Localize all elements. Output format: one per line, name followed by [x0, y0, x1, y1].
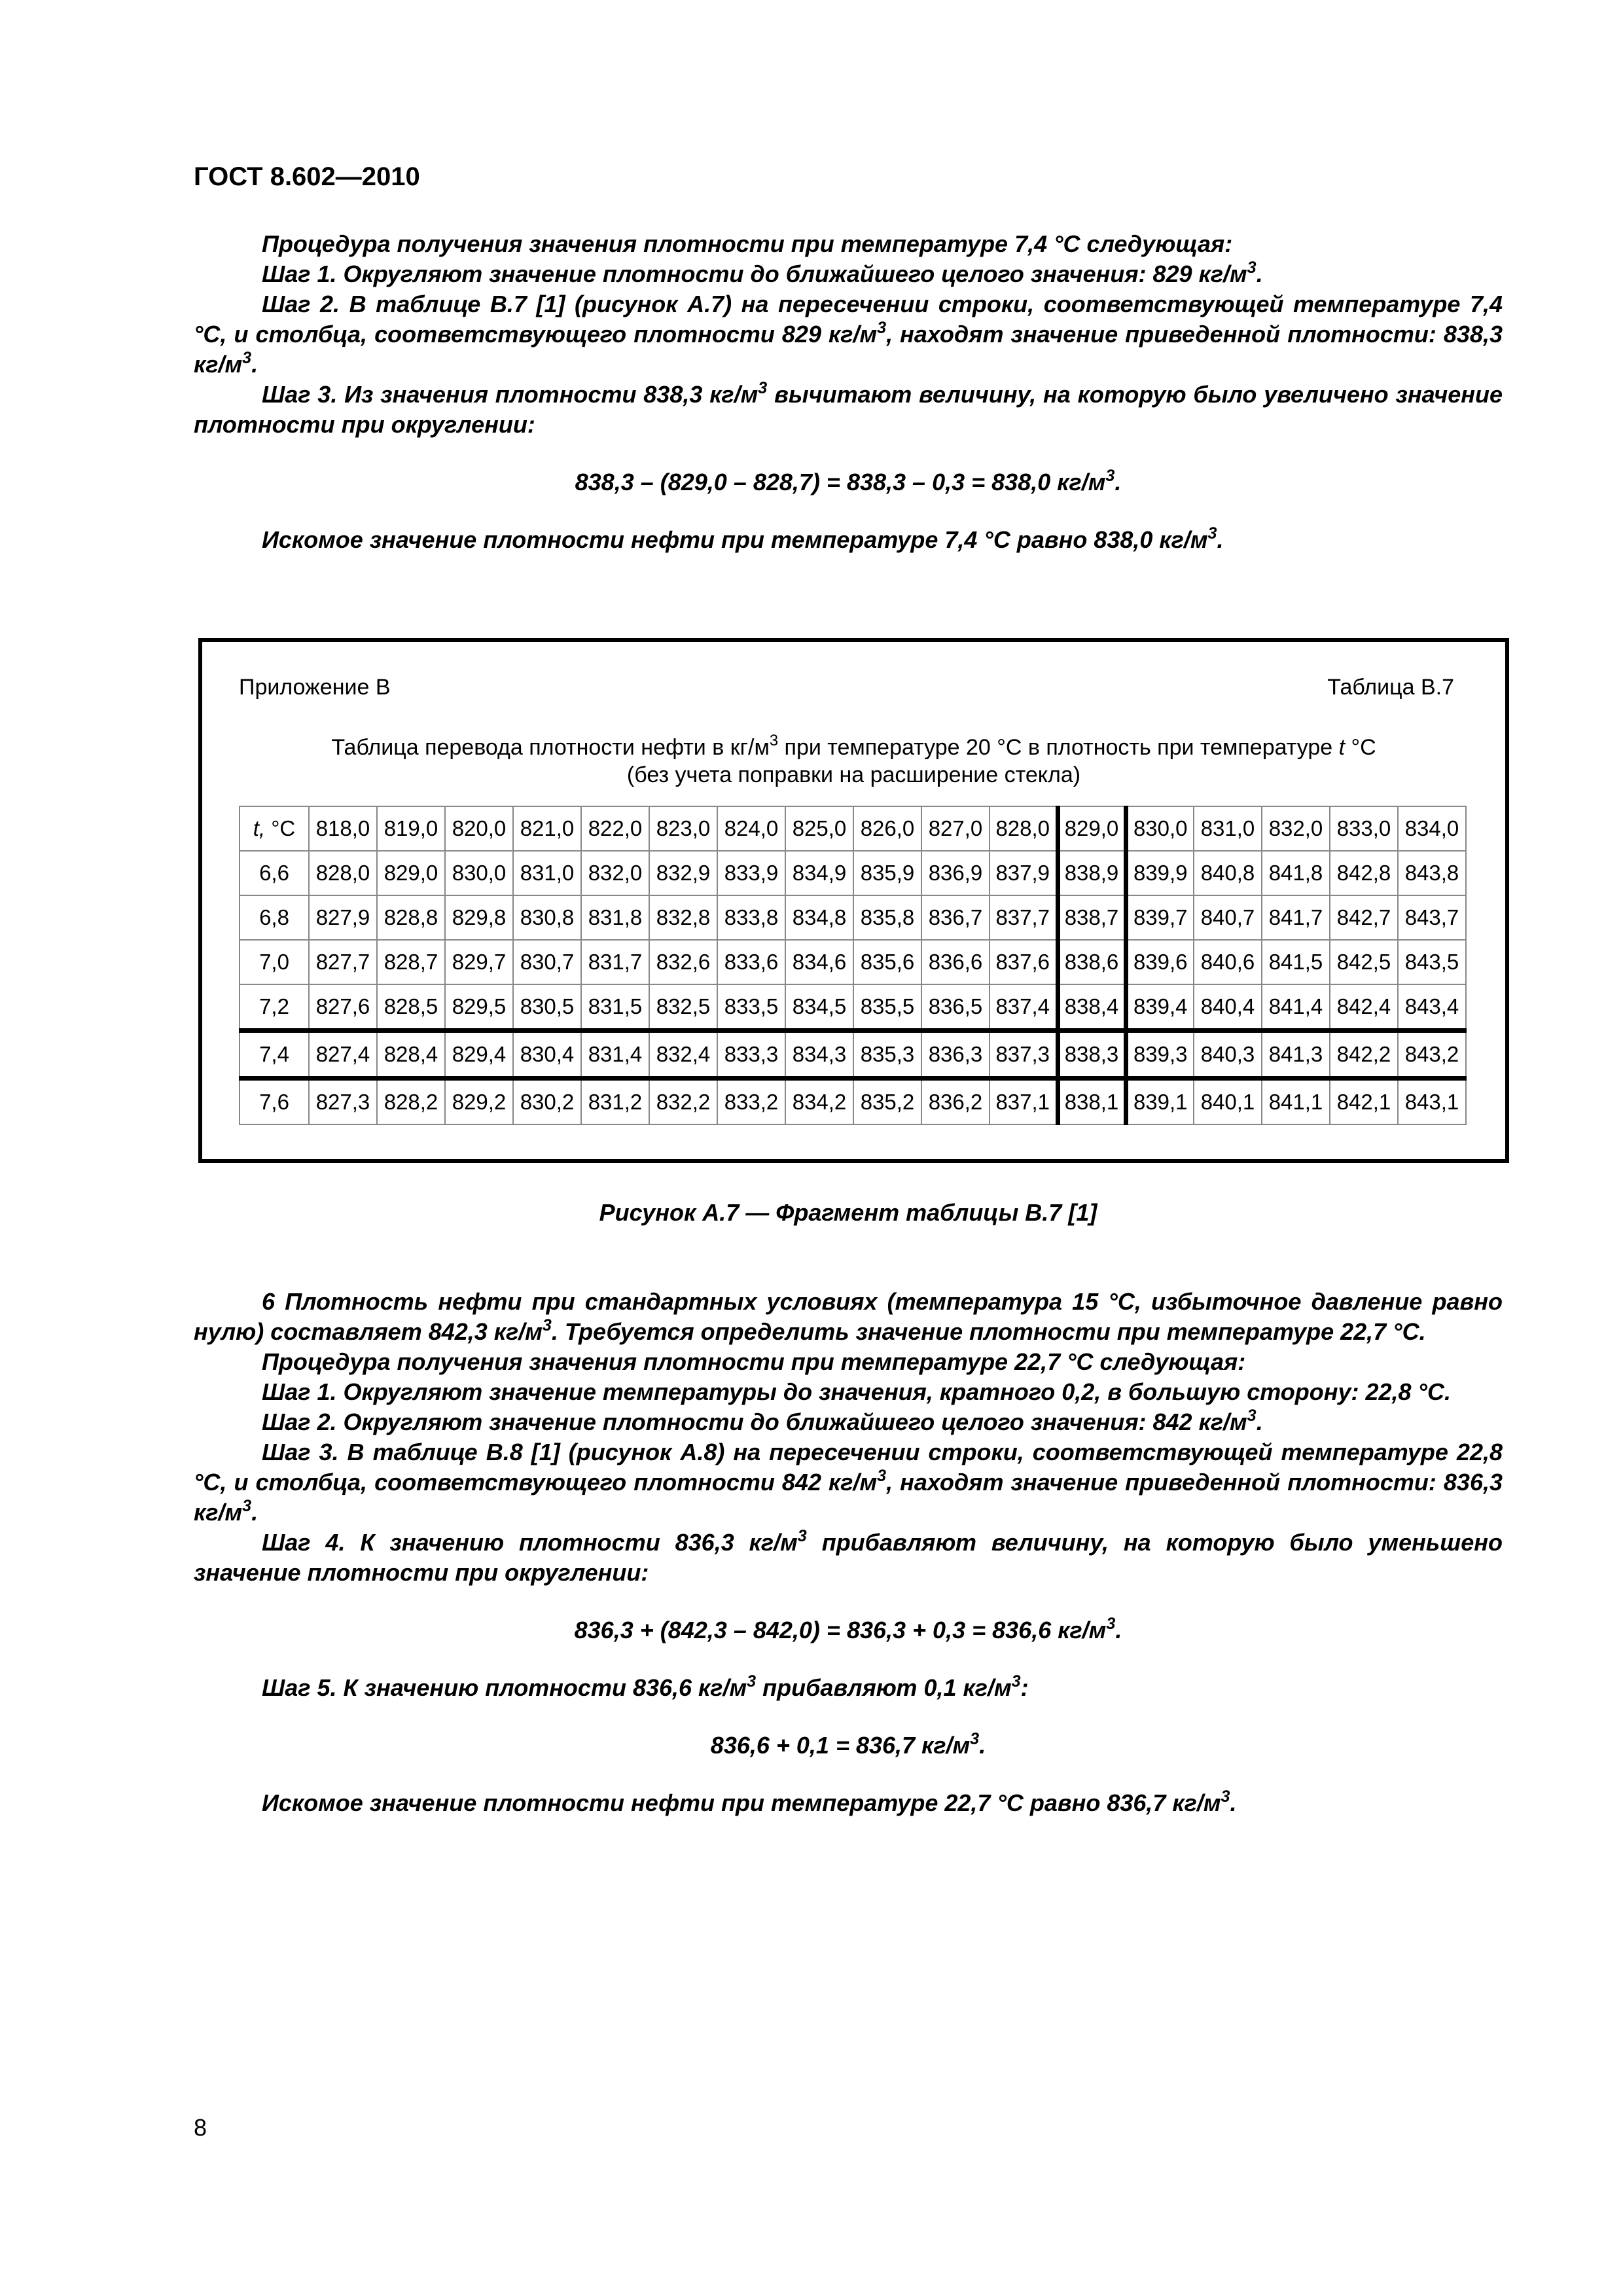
step-1: Шаг 1. Округляют значение плотности до ближайшего целого значения: 829 $кг/м^3$.	[262, 258, 1263, 287]
table-cell: 829,0	[377, 851, 445, 895]
table-cell: 839,1	[1126, 1079, 1194, 1125]
table-cell: 834,5	[785, 984, 853, 1031]
header-cell-density: 820,0	[445, 806, 513, 851]
table-cell: 830,2	[513, 1079, 581, 1125]
table-cell: 837,9	[990, 851, 1058, 895]
header-cell-density: 827,0	[921, 806, 990, 851]
table-cell: 832,9	[649, 851, 717, 895]
formula-1: 838,3 – (829,0 – 828,7) = 838,3 – 0,3 = 838,0 $кг/м^3$.	[575, 466, 1122, 495]
table-cell: 843,8	[1398, 851, 1466, 895]
procedure-section-1	[194, 229, 1503, 555]
header-cell-density: 829,0	[1058, 806, 1126, 851]
table-cell: 839,4	[1126, 984, 1194, 1031]
table-cell: 843,7	[1398, 895, 1466, 940]
table-cell: 832,5	[649, 984, 717, 1031]
row-temperature-cell: 7,2	[240, 984, 309, 1031]
figure-caption: Рисунок А.7 — Фрагмент таблицы В.7 [1]	[599, 1199, 1097, 1226]
result-2: Искомое значение плотности нефти при температуре 22,7 °С равно 836,7 $кг/м^3$.	[262, 1787, 1237, 1816]
table-cell: 828,4	[377, 1031, 445, 1079]
table-cell: 834,2	[785, 1079, 853, 1125]
table-cell: 837,7	[990, 895, 1058, 940]
table-cell: 842,7	[1330, 895, 1398, 940]
table-cell: 829,5	[445, 984, 513, 1031]
table-cell: 838,1	[1058, 1079, 1126, 1125]
table-cell: 837,3	[990, 1031, 1058, 1079]
table-cell: 840,7	[1194, 895, 1262, 940]
header-cell-density: 832,0	[1262, 806, 1330, 851]
table-cell: 828,8	[377, 895, 445, 940]
table-cell: 831,8	[581, 895, 649, 940]
header-cell-temperature: t, °С	[240, 806, 309, 851]
header-cell-density: 834,0	[1398, 806, 1466, 851]
table-cell: 832,4	[649, 1031, 717, 1079]
table-cell: 843,5	[1398, 940, 1466, 984]
table-label: Таблица В.7	[1327, 675, 1454, 700]
table-cell: 841,4	[1262, 984, 1330, 1031]
table-cell: 842,4	[1330, 984, 1398, 1031]
table-cell: 832,0	[581, 851, 649, 895]
table-cell: 837,6	[990, 940, 1058, 984]
page-number: 8	[194, 2114, 207, 2141]
table-cell: 840,1	[1194, 1079, 1262, 1125]
table-cell: 827,6	[309, 984, 377, 1031]
table-row	[240, 851, 1466, 895]
header-cell-density: 830,0	[1126, 806, 1194, 851]
table-cell: 831,5	[581, 984, 649, 1031]
table-cell: 838,7	[1058, 895, 1126, 940]
table-row	[240, 1079, 1466, 1125]
header-cell-density: 828,0	[990, 806, 1058, 851]
table-title: Таблица перевода плотности нефти в $кг/м^3$ при температуре 20 °С в плотность при температуре t °С (без учета поправки на расширение стекла)	[331, 732, 1376, 787]
table-cell: 831,0	[513, 851, 581, 895]
table-cell: 843,1	[1398, 1079, 1466, 1125]
table-cell: 833,3	[717, 1031, 785, 1079]
table-cell: 831,4	[581, 1031, 649, 1079]
document-header: ГОСТ 8.602—2010	[194, 162, 420, 191]
table-cell: 831,2	[581, 1079, 649, 1125]
table-cell: 836,9	[921, 851, 990, 895]
table-cell: 841,1	[1262, 1079, 1330, 1125]
table-cell: 835,3	[853, 1031, 921, 1079]
item-6: 6 Плотность нефти при стандартных условиях (температура 15 °С, избыточное давление равно нулю) составляет 842,3 $кг/м^3$. Требуется определить значение плотности при температуре 22,7 °С.	[194, 1288, 1503, 1345]
figure-table-fragment	[198, 638, 1509, 1163]
table-cell: 827,4	[309, 1031, 377, 1079]
table-cell: 830,7	[513, 940, 581, 984]
table-row	[240, 1031, 1466, 1079]
table-cell: 838,6	[1058, 940, 1126, 984]
table-cell: 838,3	[1058, 1031, 1126, 1079]
table-cell: 839,3	[1126, 1031, 1194, 1079]
procedure-intro: Процедура получения значения плотности при температуре 7,4 °С следующая:	[262, 230, 1233, 257]
table-cell: 835,9	[853, 851, 921, 895]
table-cell: 841,7	[1262, 895, 1330, 940]
header-cell-density: 818,0	[309, 806, 377, 851]
formula-3: 836,6 + 0,1 = 836,7 $кг/м^3$.	[710, 1729, 986, 1759]
table-cell: 827,9	[309, 895, 377, 940]
table-cell: 843,4	[1398, 984, 1466, 1031]
header-cell-density: 826,0	[853, 806, 921, 851]
table-cell: 830,5	[513, 984, 581, 1031]
table-cell: 828,7	[377, 940, 445, 984]
table-cell: 829,4	[445, 1031, 513, 1079]
table-cell: 835,6	[853, 940, 921, 984]
table-cell: 833,8	[717, 895, 785, 940]
table-cell: 842,2	[1330, 1031, 1398, 1079]
step-1-b: Шаг 1. Округляют значение температуры до значения, кратного 0,2, в большую сторону: 22,8 °С.	[262, 1378, 1451, 1405]
step-2: Шаг 2. В таблице В.7 [1] (рисунок А.7) на пересечении строки, соответствующей температуре 7,4 °С, и столбца, соответствующего плотности 829 $кг/м^3$, находят значение приведенной плотности: 838,3 $кг/м^3$.	[194, 291, 1503, 378]
table-cell: 833,5	[717, 984, 785, 1031]
table-cell: 831,7	[581, 940, 649, 984]
table-cell: 842,8	[1330, 851, 1398, 895]
table-cell: 829,7	[445, 940, 513, 984]
table-cell: 827,3	[309, 1079, 377, 1125]
table-cell: 834,8	[785, 895, 853, 940]
step-3: Шаг 3. Из значения плотности 838,3 $кг/м^3$ вычитают величину, на которую было увеличено значение плотности при округлении:	[194, 378, 1503, 438]
table-cell: 830,8	[513, 895, 581, 940]
table-cell: 836,2	[921, 1079, 990, 1125]
header-cell-density: 822,0	[581, 806, 649, 851]
table-cell: 835,2	[853, 1079, 921, 1125]
step-2-b: Шаг 2. Округляют значение плотности до ближайшего целого значения: 842 $кг/м^3$.	[262, 1406, 1263, 1435]
header-cell-density: 823,0	[649, 806, 717, 851]
table-row	[240, 940, 1466, 984]
table-cell: 841,5	[1262, 940, 1330, 984]
header-cell-density: 833,0	[1330, 806, 1398, 851]
table-cell: 828,2	[377, 1079, 445, 1125]
table-cell: 840,4	[1194, 984, 1262, 1031]
table-cell: 836,6	[921, 940, 990, 984]
table-cell: 837,4	[990, 984, 1058, 1031]
row-temperature-cell: 6,6	[240, 851, 309, 895]
header-cell-density: 831,0	[1194, 806, 1262, 851]
table-cell: 842,1	[1330, 1079, 1398, 1125]
table-cell: 830,0	[445, 851, 513, 895]
header-cell-density: 821,0	[513, 806, 581, 851]
table-cell: 828,0	[309, 851, 377, 895]
table-cell: 841,3	[1262, 1031, 1330, 1079]
table-cell: 828,5	[377, 984, 445, 1031]
row-temperature-cell: 7,0	[240, 940, 309, 984]
table-cell: 834,9	[785, 851, 853, 895]
table-cell: 836,5	[921, 984, 990, 1031]
table-cell: 832,2	[649, 1079, 717, 1125]
table-cell: 837,1	[990, 1079, 1058, 1125]
table-cell: 843,2	[1398, 1031, 1466, 1079]
header-cell-density: 819,0	[377, 806, 445, 851]
table-cell: 833,9	[717, 851, 785, 895]
table-cell: 841,8	[1262, 851, 1330, 895]
table-cell: 836,3	[921, 1031, 990, 1079]
table-cell: 838,9	[1058, 851, 1126, 895]
step-3-b: Шаг 3. В таблице В.8 [1] (рисунок А.8) на пересечении строки, соответствующей температуре 22,8 °С, и столбца, соответствующего плотности 842 $кг/м^3$, находят значение приведенной плотности: 836,3 $кг/м^3$.	[194, 1439, 1503, 1526]
appendix-label: Приложение В	[239, 675, 391, 700]
table-cell: 833,2	[717, 1079, 785, 1125]
table-cell: 839,9	[1126, 851, 1194, 895]
table-cell: 833,6	[717, 940, 785, 984]
procedure-section-2	[194, 1287, 1503, 1818]
formula-2: 836,3 + (842,3 – 842,0) = 836,3 + 0,3 = 836,6 $кг/м^3$.	[574, 1614, 1122, 1643]
step-4-b: Шаг 4. К значению плотности 836,3 $кг/м^3$ прибавляют величину, на которую было уменьшено значение плотности при округлении:	[194, 1526, 1503, 1586]
table-cell: 834,3	[785, 1031, 853, 1079]
table-cell: 835,8	[853, 895, 921, 940]
density-table	[239, 806, 1467, 1125]
table-cell: 839,6	[1126, 940, 1194, 984]
table-cell: 835,5	[853, 984, 921, 1031]
table-row	[240, 984, 1466, 1031]
table-row	[240, 895, 1466, 940]
result-1: Искомое значение плотности нефти при температуре 7,4 °С равно 838,0 $кг/м^3$.	[262, 524, 1224, 553]
table-cell: 829,2	[445, 1079, 513, 1125]
table-cell: 834,6	[785, 940, 853, 984]
table-cell: 832,8	[649, 895, 717, 940]
table-cell: 832,6	[649, 940, 717, 984]
table-cell: 836,7	[921, 895, 990, 940]
header-cell-density: 824,0	[717, 806, 785, 851]
procedure-intro-2: Процедура получения значения плотности при температуре 22,7 °С следующая:	[262, 1348, 1246, 1375]
table-header-row	[240, 806, 1466, 851]
step-5-b: Шаг 5. К значению плотности 836,6 $кг/м^3$ прибавляют 0,1 $кг/м^3$:	[262, 1672, 1029, 1701]
table-cell: 830,4	[513, 1031, 581, 1079]
table-cell: 839,7	[1126, 895, 1194, 940]
header-cell-density: 825,0	[785, 806, 853, 851]
table-cell: 842,5	[1330, 940, 1398, 984]
row-temperature-cell: 7,4	[240, 1031, 309, 1079]
table-cell: 840,3	[1194, 1031, 1262, 1079]
table-cell: 838,4	[1058, 984, 1126, 1031]
row-temperature-cell: 7,6	[240, 1079, 309, 1125]
row-temperature-cell: 6,8	[240, 895, 309, 940]
table-cell: 827,7	[309, 940, 377, 984]
table-cell: 840,6	[1194, 940, 1262, 984]
table-cell: 840,8	[1194, 851, 1262, 895]
table-cell: 829,8	[445, 895, 513, 940]
